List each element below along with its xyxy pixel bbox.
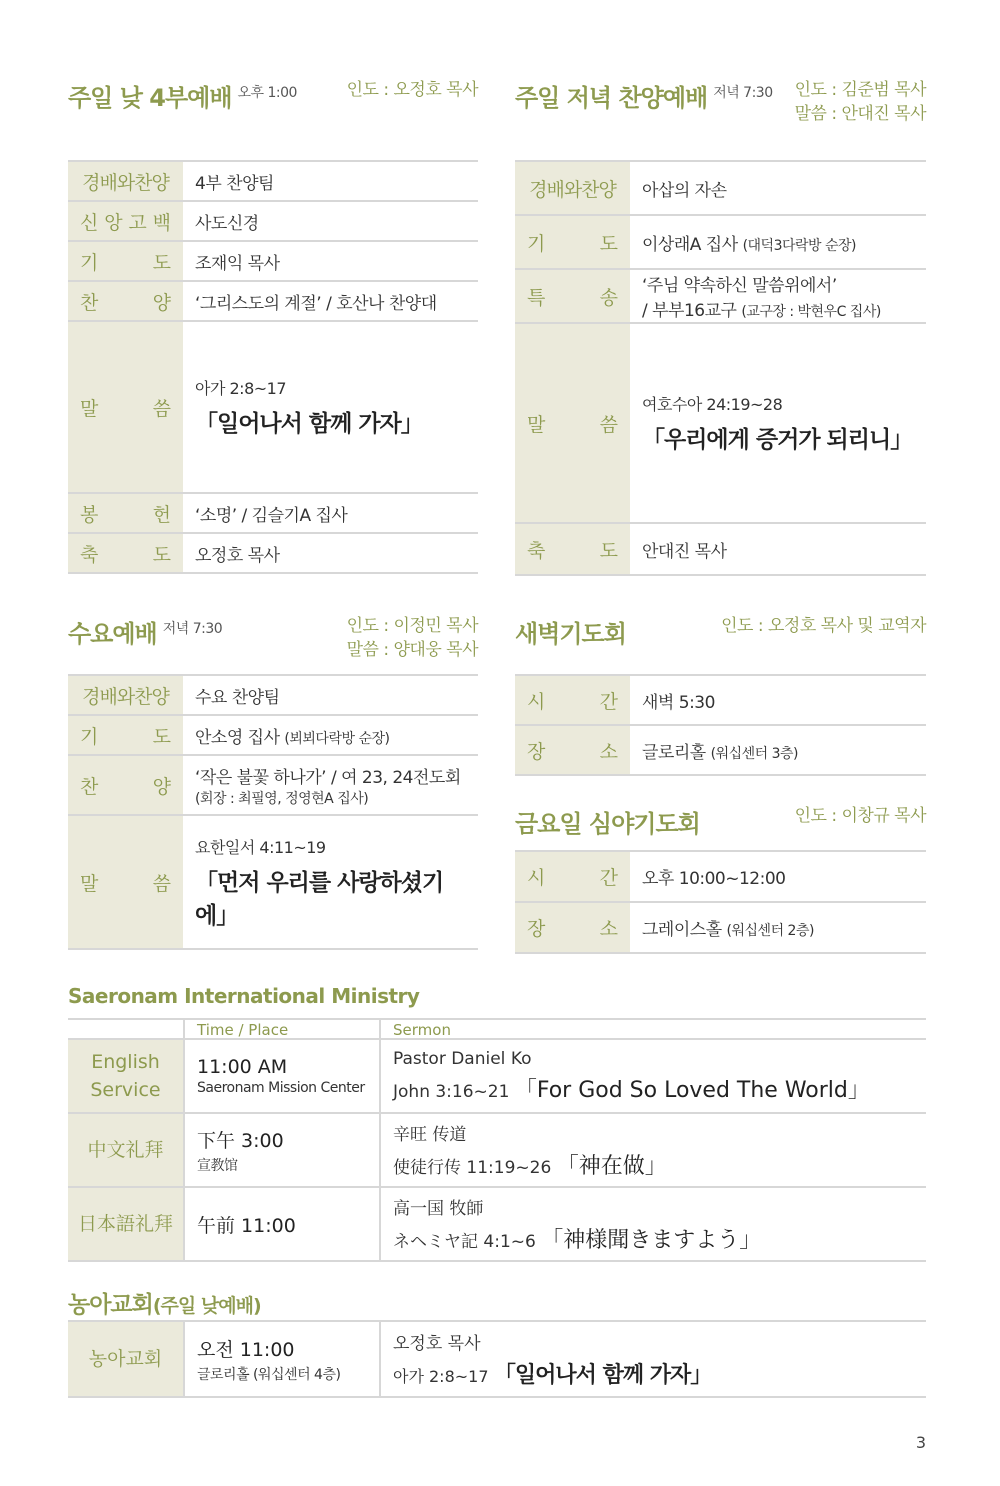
table-row xyxy=(68,1322,926,1398)
row-label: 찬 양 xyxy=(68,282,183,320)
service-sermon xyxy=(379,1040,926,1112)
service-place: 宣教馆 xyxy=(197,1157,238,1174)
sunday-evening-header xyxy=(515,78,926,128)
service-time-place xyxy=(183,1114,379,1186)
preacher-line: 말씀 : 양대웅 목사 xyxy=(346,640,478,660)
wednesday-header xyxy=(68,614,478,664)
header-sermon: Sermon xyxy=(379,1020,926,1038)
scripture-ref: 아가 2:8~17 xyxy=(393,1367,489,1386)
row-label: 말 씀 xyxy=(68,322,183,492)
service-sermon xyxy=(379,1322,926,1396)
row-value xyxy=(630,676,926,724)
scripture-ref: John 3:16~21 xyxy=(393,1081,510,1102)
row-label: 봉 헌 xyxy=(68,494,183,532)
section-subtitle: (주일 낮예배) xyxy=(152,1295,261,1317)
row-text: 이상래A 집사 xyxy=(642,234,738,255)
section-title: 주일 낮 4부예배 xyxy=(68,84,232,112)
row-value xyxy=(630,852,926,901)
table-row xyxy=(68,676,478,716)
service-time-place xyxy=(183,1188,379,1260)
service-place: 글로리홀 (워십센터 4층) xyxy=(197,1366,341,1383)
row-label: 장 소 xyxy=(515,726,630,774)
preacher: 辛旺 传道 xyxy=(393,1125,467,1145)
row-value xyxy=(183,494,478,532)
row-text: ‘그리스도의 계절’ / 호산나 찬양대 xyxy=(195,293,437,314)
service-time: 下午 3:00 xyxy=(197,1129,284,1152)
row-label: 기 도 xyxy=(68,242,183,280)
row-text: ‘작은 불꽃 하나가’ / 여 23, 24전도회 xyxy=(195,767,461,788)
sermon-title: 「먼저 우리를 사랑하셨기에」 xyxy=(195,869,444,929)
row-note: (대덕3다락방 순장) xyxy=(742,237,857,254)
section-title: 수요예배 xyxy=(68,620,157,648)
service-place: Saeronam Mission Center xyxy=(197,1080,365,1096)
service-time: 午前 11:00 xyxy=(197,1214,296,1237)
section-leader: 인도 : 오정호 목사 및 교역자 xyxy=(721,616,926,636)
row-label: 신 앙 고 백 xyxy=(68,202,183,240)
row-note: (워십센터 2층) xyxy=(726,923,814,939)
table-row xyxy=(515,903,926,954)
deaf-church-table xyxy=(68,1320,926,1398)
table-row xyxy=(68,1188,926,1262)
row-value xyxy=(630,162,926,214)
table-row xyxy=(68,162,478,202)
table-row xyxy=(68,1114,926,1188)
row-value xyxy=(183,816,478,948)
dawn-header xyxy=(515,614,926,650)
table-row xyxy=(515,524,926,576)
service-name-line: Service xyxy=(90,1079,161,1101)
service-name xyxy=(68,1040,183,1112)
sermon-title: 「일어나서 함께 가자」 xyxy=(493,1363,712,1388)
row-value xyxy=(630,524,926,574)
intl-table xyxy=(68,1018,926,1262)
table-row xyxy=(68,282,478,322)
table-row xyxy=(68,322,478,494)
row-text: ‘주님 약속하신 말씀위에서’ xyxy=(642,276,837,296)
friday-header xyxy=(515,804,926,840)
service-name: 日本語礼拜 xyxy=(68,1188,183,1260)
service-time-place xyxy=(183,1040,379,1112)
row-label: 기 도 xyxy=(68,716,183,754)
section-leader: 인도 : 이창규 목사 xyxy=(794,806,926,826)
scripture-ref: ネヘミヤ記 4:1~6 xyxy=(393,1232,536,1252)
table-row xyxy=(515,216,926,270)
row-label: 경배와찬양 xyxy=(515,162,630,214)
row-text-2: / 부부16교구 xyxy=(642,301,737,321)
leader-line: 인도 : 김준범 목사 xyxy=(794,80,926,100)
preacher-line: 말씀 : 안대진 목사 xyxy=(794,104,926,124)
service-time: 11:00 AM xyxy=(197,1056,288,1078)
intl-title: Saeronam International Ministry xyxy=(68,984,420,1008)
table-row xyxy=(68,494,478,534)
row-note: (뵈뵈다락방 순장) xyxy=(284,730,390,747)
table-row xyxy=(68,716,478,756)
row-value xyxy=(183,534,478,572)
service-time-place xyxy=(183,1322,379,1396)
row-text: 오정호 목사 xyxy=(195,545,280,566)
section-title: 금요일 심야기도회 xyxy=(515,810,700,838)
service-name: 농아교회 xyxy=(68,1322,183,1396)
row-text: ‘소명’ / 김슬기A 집사 xyxy=(195,505,348,526)
page-number: 3 xyxy=(915,1433,926,1452)
sermon-title: 「일어나서 함께 가자」 xyxy=(195,411,423,437)
row-label: 말 씀 xyxy=(515,324,630,522)
row-value xyxy=(183,242,478,280)
row-note: (워십센터 3층) xyxy=(710,745,799,762)
deaf-church-header xyxy=(68,1286,261,1319)
row-note: (회장 : 최필영, 정영현A 집사) xyxy=(195,790,369,807)
row-label: 말 씀 xyxy=(68,816,183,948)
row-value xyxy=(630,270,926,322)
leader-line: 인도 : 이정민 목사 xyxy=(346,616,478,636)
sermon-title: 「우리에게 증거가 되리니」 xyxy=(642,427,913,453)
row-label: 축 도 xyxy=(68,534,183,572)
row-label: 장 소 xyxy=(515,903,630,952)
service-time: 오전 11:00 xyxy=(197,1338,295,1361)
sunday-4th-table xyxy=(68,160,478,574)
section-title: 새벽기도회 xyxy=(515,620,626,648)
row-label: 경배와찬양 xyxy=(68,162,183,200)
table-row xyxy=(68,534,478,574)
row-value xyxy=(630,726,926,774)
row-value xyxy=(630,324,926,522)
preacher: Pastor Daniel Ko xyxy=(393,1048,532,1069)
row-value xyxy=(183,282,478,320)
row-value xyxy=(630,216,926,268)
table-row xyxy=(515,726,926,776)
scripture-ref: 使徒行传 11:19~26 xyxy=(393,1158,552,1178)
row-value xyxy=(183,676,478,714)
section-time: 오후 1:00 xyxy=(237,85,297,101)
table-row xyxy=(68,242,478,282)
row-value xyxy=(630,903,926,952)
row-value xyxy=(183,322,478,492)
sunday-evening-table xyxy=(515,160,926,576)
service-name: 中文礼拜 xyxy=(68,1114,183,1186)
preacher: 오정호 목사 xyxy=(393,1334,481,1354)
section-time: 저녁 7:30 xyxy=(162,621,223,637)
table-row xyxy=(68,816,478,950)
table-row xyxy=(515,324,926,524)
row-label: 시 간 xyxy=(515,852,630,901)
row-value xyxy=(183,716,478,754)
row-text: 아삽의 자손 xyxy=(642,180,727,201)
intl-header-row xyxy=(68,1018,926,1040)
row-value xyxy=(183,756,478,814)
row-label: 시 간 xyxy=(515,676,630,724)
row-text: 그레이스홀 xyxy=(642,920,722,940)
service-sermon xyxy=(379,1188,926,1260)
row-label: 특 송 xyxy=(515,270,630,322)
table-row xyxy=(515,852,926,903)
row-label: 축 도 xyxy=(515,524,630,574)
table-row xyxy=(515,676,926,726)
friday-table xyxy=(515,850,926,954)
sermon-title: 「神様聞きますよう」 xyxy=(541,1228,762,1253)
row-text: 새벽 5:30 xyxy=(642,692,715,713)
preacher: 高一国 牧師 xyxy=(393,1199,484,1219)
service-name-line: English xyxy=(91,1051,160,1073)
row-label: 기 도 xyxy=(515,216,630,268)
row-label: 경배와찬양 xyxy=(68,676,183,714)
sermon-title: 「For God So Loved The World」 xyxy=(514,1077,870,1103)
service-sermon xyxy=(379,1114,926,1186)
row-value xyxy=(183,202,478,240)
table-row xyxy=(515,162,926,216)
scripture-ref: 여호수아 24:19~28 xyxy=(642,395,783,414)
table-row xyxy=(68,756,478,816)
row-label: 찬 양 xyxy=(68,756,183,814)
section-title: 농아교회 xyxy=(68,1292,153,1318)
row-text: 조재익 목사 xyxy=(195,253,280,274)
table-row xyxy=(515,270,926,324)
row-text: 안대진 목사 xyxy=(642,541,727,562)
table-row xyxy=(68,202,478,242)
row-value xyxy=(183,162,478,200)
header-blank xyxy=(68,1020,183,1038)
scripture-ref: 요한일서 4:11~19 xyxy=(195,837,326,857)
table-row xyxy=(68,1040,926,1114)
section-title: 주일 저녁 찬양예배 xyxy=(515,84,708,112)
row-text: 4부 찬양팀 xyxy=(195,173,274,194)
row-text: 안소영 집사 xyxy=(195,727,280,748)
wednesday-table xyxy=(68,674,478,950)
section-leaders xyxy=(347,614,478,662)
dawn-table xyxy=(515,674,926,776)
sermon-title: 「神在做」 xyxy=(556,1154,667,1179)
row-text: 사도신경 xyxy=(195,213,259,234)
sunday-4th-header xyxy=(68,78,478,118)
section-leader: 인도 : 오정호 목사 xyxy=(346,80,478,100)
row-text: 글로리홀 xyxy=(642,742,706,763)
row-note: (교구장 : 박현우C 집사) xyxy=(741,304,881,320)
section-leaders xyxy=(795,78,926,126)
row-text: 수요 찬양팀 xyxy=(195,687,280,708)
section-time: 저녁 7:30 xyxy=(713,85,773,101)
row-text: 오후 10:00~12:00 xyxy=(642,869,786,889)
scripture-ref: 아가 2:8~17 xyxy=(195,379,287,398)
header-time-place: Time / Place xyxy=(183,1020,379,1038)
